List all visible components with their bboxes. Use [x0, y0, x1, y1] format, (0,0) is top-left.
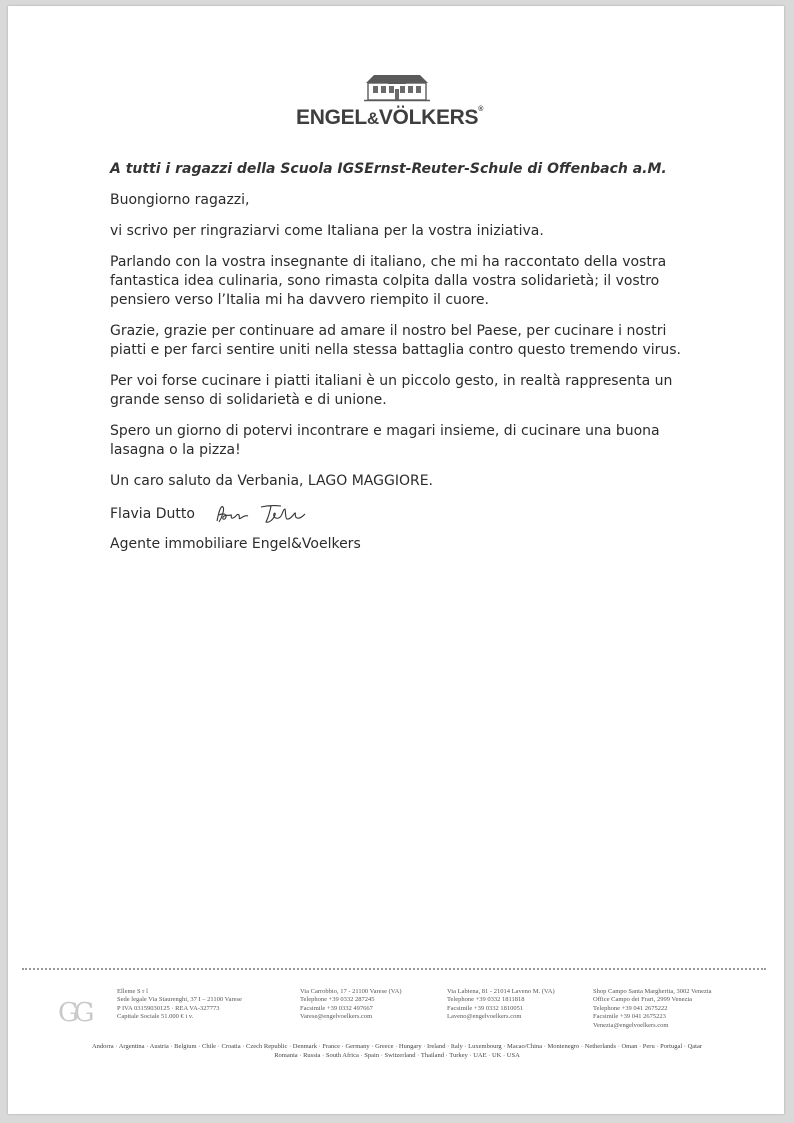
footer-line: Facsimile +39 0332 497667: [300, 1004, 373, 1012]
countries-line: Romania · Russia · South Africa · Spain · Switzerland · Thailand · Turkey · UAE · UK · USA: [274, 1052, 520, 1059]
paragraph-2: Parlando con la vostra insegnante di italiano, che mi ha raccontato della vostra fantastica idea culinaria, sono rimasta colpita dalla vostra solidarietà; il vostro pensiero verso l’Italia mi ha davvero riempito il cuore.: [110, 254, 667, 308]
footer-line: Telephone +39 0332 287245: [300, 996, 375, 1004]
footer-line: Shop Campo Santa Margherita, 3002 Venezia: [593, 988, 712, 995]
handwritten-signature-icon: [213, 501, 323, 527]
countries-line: Andorra · Argentina · Austria · Belgium · Chile · Croatia · Czech Republic · Denmark · France · Germany · Greece · Hungary · Ireland · Italy · Luxembourg · Macao/China · Montenegro · Netherlands · Oman · Peru · Portugal · Qatar: [91, 1043, 702, 1050]
footer-venezia-office: [593, 988, 712, 1030]
footer-line: Varese@engelvoelkers.com: [300, 1013, 373, 1021]
closing-line: Un caro saluto da Verbania, LAGO MAGGIORE.: [110, 473, 433, 489]
brand-wordmark: ENGEL&VÖLKERS®: [296, 106, 484, 129]
footer-line: Via Labiena, 81 - 21014 Laveno M. (VA): [447, 988, 555, 995]
footer-line: Telephone +39 041 2675222: [593, 1004, 668, 1012]
recipient-line: A tutti i ragazzi della Scuola IGSErnst-Reuter-Schule di Offenbach a.M.: [110, 161, 667, 177]
letter-body: [110, 160, 690, 566]
footer-laveno-office: [447, 988, 555, 1022]
signer-title: Agente immobiliare Engel&Voelkers: [110, 536, 361, 552]
footer-line: Venezia@engelvoelkers.com: [593, 1021, 669, 1029]
footer-company-info: [117, 988, 242, 1022]
footer-line: Laveno@engelvoelkers.com: [447, 1013, 522, 1021]
footer-line: Capitale Sociale 51.000 € i v.: [117, 1013, 194, 1021]
footer-varese-office: [300, 988, 401, 1022]
greeting: Buongiorno ragazzi,: [110, 192, 250, 208]
footer-line: Sede legale Via Staurenghi, 37 I – 21100 Varese: [117, 996, 242, 1004]
house-logo-icon: [362, 74, 432, 102]
company-logo-mark: GG: [58, 998, 90, 1028]
footer-line: Facsimile +39 0332 1810051: [447, 1004, 524, 1012]
footer-line: Facsimile +39 041 2675223: [593, 1013, 666, 1021]
footer-line: Telephone +39 0332 1811818: [447, 996, 525, 1004]
paragraph-5: Spero un giorno di potervi incontrare e magari insieme, di cucinare una buona lasagna o la pizza!: [110, 423, 660, 458]
signer-name: Flavia Dutto: [110, 505, 195, 522]
footer-line: Elleme S r l: [117, 988, 148, 995]
footer-line: Via Carrobbio, 17 - 21100 Varese (VA): [300, 988, 402, 995]
paragraph-4: Per voi forse cucinare i piatti italiani è un piccolo gesto, in realtà rappresenta un grande senso di solidarietà e di unione.: [110, 373, 673, 408]
paragraph-3: Grazie, grazie per continuare ad amare il nostro bel Paese, per cucinare i nostri piatti e per farci sentire uniti nella stessa battaglia contro questo tremendo virus.: [110, 323, 681, 358]
footer-divider: [22, 968, 766, 970]
paragraph-1: vi scrivo per ringraziarvi come Italiana per la vostra iniziativa.: [110, 223, 544, 239]
signature-line: [110, 503, 690, 525]
footer-line: Office Campo dei Frari, 2999 Venezia: [593, 996, 693, 1004]
footer-line: P IVA 03159030125 · REA VA-327773: [117, 1004, 220, 1012]
footer-countries: [36, 1042, 758, 1060]
